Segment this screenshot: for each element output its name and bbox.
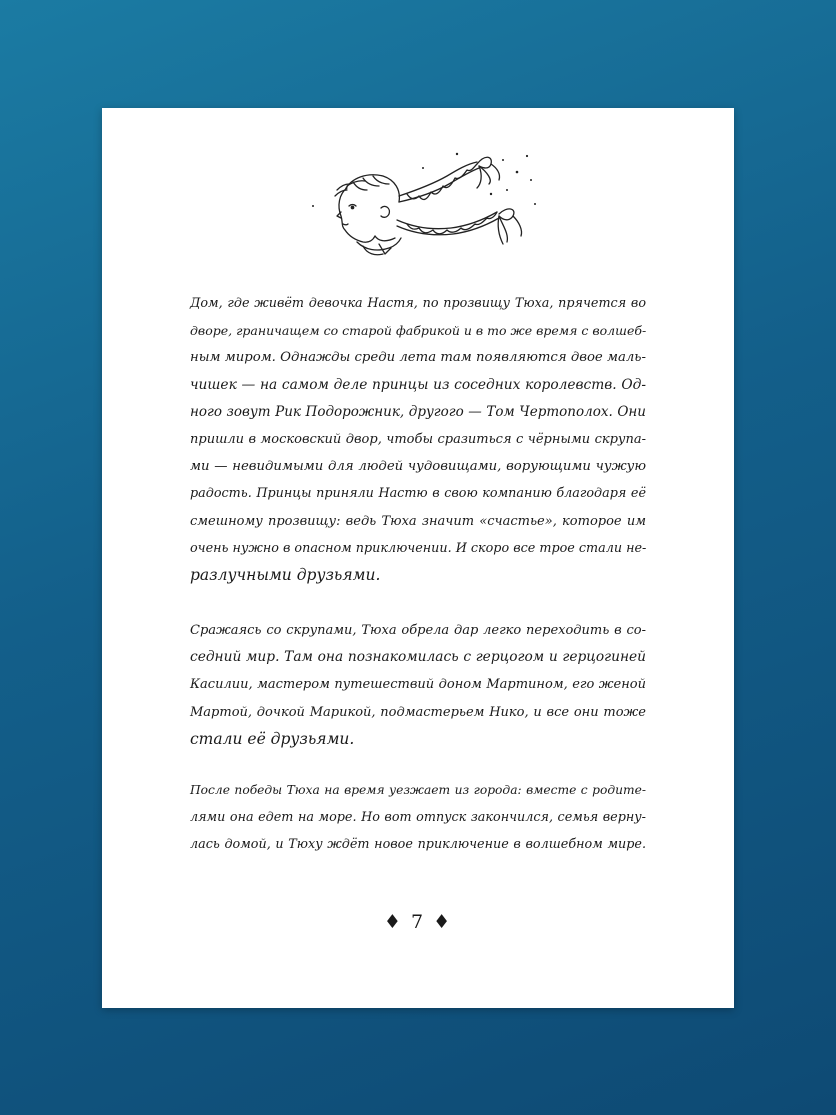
paragraph-line: Дом, где живёт девочка Настя, по прозвищу Тюха, прячется во — [190, 296, 646, 311]
paragraph-line: седний мир. Там она познакомилась с герцогом и герцогиней — [190, 649, 646, 666]
paragraph-1 — [190, 290, 646, 589]
paragraph-line: смешному прозвищу: ведь Тюха значит «счастье», которое им — [190, 513, 646, 529]
girl-with-braids-illustration — [307, 150, 547, 280]
paragraph-line: чишек — на самом деле принцы из соседних королевств. Од- — [190, 376, 646, 393]
paragraph-line: пришли в московский двор, чтобы сразиться с чёрными скрупа- — [190, 431, 646, 447]
paragraph-line: Мартой, дочкой Марикой, подмастерьем Нико, и все они тоже — [190, 704, 646, 720]
paragraph-line: Сражаясь со скрупами, Тюха обрела дар легко переходить в со- — [190, 623, 646, 638]
paragraph-line: лась домой, и Тюху ждёт новое приключение в волшебном мире. — [190, 837, 646, 853]
page-number: ♦ 7 ♦ — [383, 911, 453, 933]
paragraph-line: ми — невидимыми для людей чудовищами, ворующими чужую — [190, 459, 646, 475]
book-page — [102, 108, 734, 1008]
paragraph-line: Касилии, мастером путешествий доном Мартином, его женой — [190, 677, 646, 693]
paragraph-2 — [190, 617, 646, 753]
paragraph-line: разлучными друзьями. — [190, 565, 381, 584]
paragraph-line: После победы Тюха на время уезжает из города: вместе с родите- — [190, 783, 646, 797]
paragraph-line: радость. Принцы приняли Настю в свою компанию благодаря её — [190, 486, 646, 502]
paragraph-3 — [190, 777, 646, 859]
paragraph-line: лями она едет на море. Но вот отпуск закончился, семья верну- — [190, 810, 646, 826]
paragraph-line: ным миром. Однажды среди лета там появляются двое маль- — [190, 350, 646, 366]
paragraph-line: очень нужно в опасном приключении. И скоро все трое стали не- — [190, 540, 647, 556]
paragraph-line: стали её друзьями. — [190, 729, 355, 748]
paragraph-line: дворе, граничащем со старой фабрикой и в то же время с волшеб- — [190, 323, 647, 339]
paragraph-line: ного зовут Рик Подорожник, другого — Том Чертополох. Они — [190, 403, 646, 420]
